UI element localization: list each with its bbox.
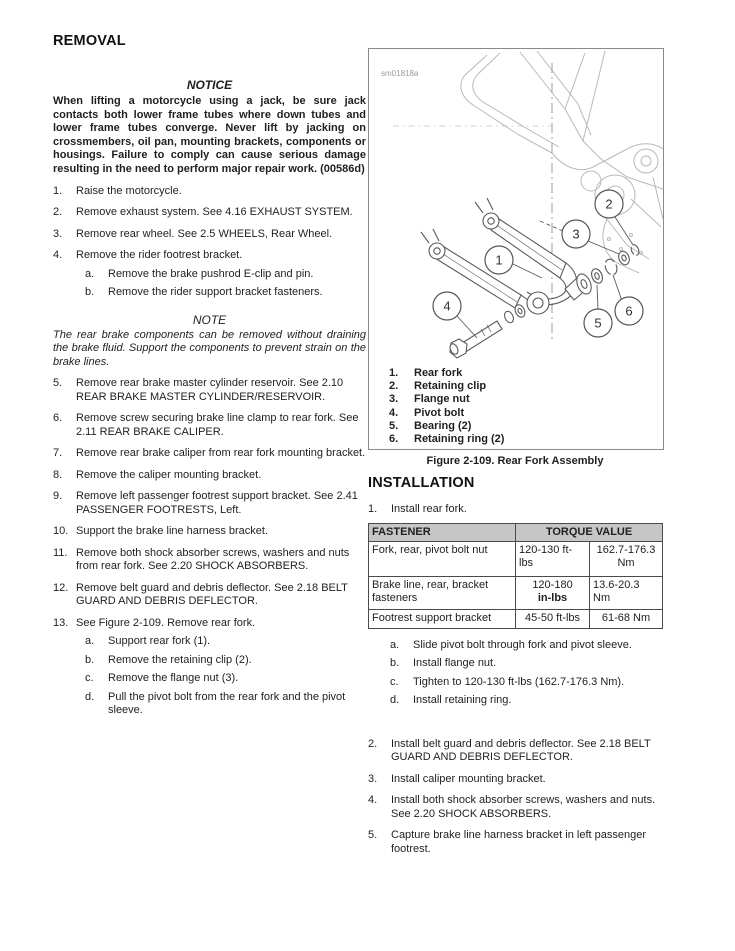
step-number: 10. bbox=[53, 525, 69, 538]
rear-fork-assembly-drawing bbox=[369, 49, 663, 367]
step-number: 2. bbox=[368, 737, 378, 750]
callout-1: 1 bbox=[495, 252, 503, 268]
step-text: Remove rear wheel. See 2.5 WHEELS, Rear Wheel. bbox=[76, 227, 333, 240]
step-number: 4. bbox=[368, 794, 378, 806]
step-number: 13. bbox=[53, 616, 69, 629]
removal-step-4a bbox=[85, 268, 366, 282]
step-text: Install belt guard and debris deflector. See 2.18 BELT GUARD AND DEBRIS DEFLECTOR. bbox=[391, 737, 651, 763]
legend-item-6 bbox=[389, 433, 649, 446]
substep-letter: a. bbox=[85, 267, 95, 280]
step-text: Raise the motorcycle. bbox=[76, 184, 182, 197]
substep-text: Pull the pivot bolt from the rear fork and the pivot sleeve. bbox=[108, 690, 346, 717]
installation-step-1a bbox=[390, 639, 664, 653]
substep-letter: b. bbox=[390, 657, 400, 669]
step-text: Install caliper mounting bracket. bbox=[391, 772, 546, 785]
substep-letter: c. bbox=[390, 675, 399, 688]
step-number: 12. bbox=[53, 581, 69, 594]
step-number: 8. bbox=[53, 468, 63, 481]
substep-text: Slide pivot bolt through fork and pivot sleeve. bbox=[413, 638, 632, 651]
legend-number: 3. bbox=[389, 393, 399, 406]
table-row bbox=[369, 609, 663, 628]
installation-title: INSTALLATION bbox=[368, 475, 475, 491]
removal-step-1 bbox=[53, 185, 366, 199]
substep-text: Support rear fork (1). bbox=[108, 635, 211, 648]
legend-number: 2. bbox=[389, 380, 399, 393]
removal-step-13b bbox=[85, 654, 366, 668]
legend-number: 1. bbox=[389, 367, 399, 379]
installation-step-3 bbox=[368, 773, 664, 787]
torque-us-cell: 45-50 ft-lbs bbox=[516, 609, 590, 628]
step-text: Install both shock absorber screws, washers and nuts. See 2.20 SHOCK ABSORBERS. bbox=[391, 794, 656, 820]
removal-step-9 bbox=[53, 490, 366, 517]
removal-step-10 bbox=[53, 525, 366, 539]
note-text: The rear brake components can be removed without draining the brake fluid. Support the components to prevent strain on the brake lines. bbox=[53, 328, 366, 368]
removal-title: REMOVAL bbox=[53, 33, 126, 49]
header-torque-value: TORQUE VALUE bbox=[516, 523, 663, 541]
substep-text: Tighten to 120-130 ft-lbs (162.7-176.3 Nm). bbox=[413, 675, 625, 688]
step-text: Remove belt guard and debris deflector. See 2.18 BELT GUARD AND DEBRIS DEFLECTOR. bbox=[76, 581, 348, 608]
step-number: 5. bbox=[368, 829, 378, 841]
notice-text: When lifting a motorcycle using a jack, be sure jack contacts both lower frame tubes where down tubes and lower frame tubes converge. Never lift by jacking on crossmembers, oil pan, mounting brackets, components or housings. Failure to comply can cause serious damage resulting in the need to perform major repair work. (00586d) bbox=[53, 95, 366, 175]
substep-text: Remove the rider support bracket fasteners. bbox=[108, 286, 323, 299]
step-text: Remove the caliper mounting bracket. bbox=[76, 468, 262, 481]
substep-text: Remove the retaining clip (2). bbox=[108, 653, 252, 666]
step-number: 6. bbox=[53, 412, 63, 425]
legend-label: Rear fork bbox=[414, 367, 463, 379]
installation-step-2 bbox=[368, 738, 664, 765]
substep-text: Install flange nut. bbox=[413, 657, 497, 669]
step-number: 5. bbox=[53, 377, 63, 390]
substep-text: Install retaining ring. bbox=[413, 694, 512, 706]
torque-us-cell: 120-130 ft-lbs bbox=[516, 541, 590, 576]
removal-step-13a bbox=[85, 635, 366, 649]
substep-letter: b. bbox=[85, 286, 95, 299]
callout-5: 5 bbox=[594, 315, 602, 331]
step-text: Remove rear brake master cylinder reservoir. See 2.10 REAR BRAKE MASTER CYLINDER/RESERVOIR. bbox=[76, 377, 344, 403]
step-text: Remove left passenger footrest support bracket. See 2.41 PASSENGER FOOTRESTS, Left. bbox=[76, 490, 358, 516]
step-number: 3. bbox=[53, 227, 63, 240]
frame-background-sketch bbox=[461, 51, 663, 273]
table-row bbox=[369, 576, 663, 609]
removal-step-13d bbox=[85, 691, 366, 718]
callout-3: 3 bbox=[572, 226, 580, 242]
installation-step-4 bbox=[368, 794, 664, 821]
step-text: Remove screw securing brake line clamp to rear fork. See 2.11 REAR BRAKE CALIPER. bbox=[76, 412, 359, 438]
figure-legend bbox=[389, 367, 649, 446]
substep-letter: a. bbox=[85, 635, 95, 648]
callout-4: 4 bbox=[443, 298, 451, 314]
legend-item-1 bbox=[389, 367, 649, 380]
step-text: Capture brake line harness bracket in left passenger footrest. bbox=[391, 829, 646, 855]
step-text: Remove the rider footrest bracket. bbox=[76, 249, 243, 262]
removal-step-11 bbox=[53, 547, 366, 574]
notice-heading: NOTICE bbox=[186, 78, 233, 92]
step-number: 9. bbox=[53, 490, 63, 503]
legend-item-4 bbox=[389, 407, 649, 420]
substep-letter: b. bbox=[85, 653, 95, 666]
legend-item-5 bbox=[389, 420, 649, 433]
substep-letter: d. bbox=[390, 694, 400, 706]
removal-step-12 bbox=[53, 582, 366, 609]
step-number: 1. bbox=[368, 503, 378, 515]
legend-label: Bearing (2) bbox=[414, 419, 472, 432]
step-number: 1. bbox=[53, 184, 63, 197]
substep-text: Remove the brake pushrod E-clip and pin. bbox=[108, 267, 314, 280]
legend-label: Retaining ring (2) bbox=[414, 433, 505, 446]
substep-letter: d. bbox=[85, 690, 95, 703]
removal-step-4b bbox=[85, 286, 366, 300]
figure-id-label: sm01818a bbox=[381, 69, 419, 78]
substep-letter: c. bbox=[85, 672, 94, 685]
step-text: Remove exhaust system. See 4.16 EXHAUST SYSTEM. bbox=[76, 206, 353, 219]
installation-step-5 bbox=[368, 829, 664, 856]
callout-6: 6 bbox=[625, 303, 633, 319]
step-number: 2. bbox=[53, 206, 63, 219]
step-text: Support the brake line harness bracket. bbox=[76, 525, 269, 538]
removal-step-6 bbox=[53, 412, 366, 439]
torque-metric-cell: 13.6-20.3 Nm bbox=[590, 576, 663, 609]
legend-number: 5. bbox=[389, 419, 399, 432]
substep-text: Remove the flange nut (3). bbox=[108, 672, 239, 685]
removal-step-3 bbox=[53, 228, 366, 242]
step-text: Remove rear brake caliper from rear fork mounting bracket. bbox=[76, 447, 366, 460]
removal-step-2 bbox=[53, 206, 366, 220]
fastener-cell: Fork, rear, pivot bolt nut bbox=[369, 541, 516, 576]
step-text: Install rear fork. bbox=[391, 503, 467, 515]
removal-step-13 bbox=[53, 617, 366, 631]
installation-step-1b bbox=[390, 657, 664, 671]
step-number: 3. bbox=[368, 772, 378, 785]
removal-step-8 bbox=[53, 469, 366, 483]
legend-number: 4. bbox=[389, 406, 399, 419]
figure-caption: Figure 2-109. Rear Fork Assembly bbox=[426, 455, 604, 467]
removal-step-13c bbox=[85, 672, 366, 686]
installation-step-1c bbox=[390, 676, 664, 690]
removal-step-4 bbox=[53, 249, 366, 263]
substep-letter: a. bbox=[390, 638, 400, 651]
table-row bbox=[369, 541, 663, 576]
fastener-cell: Footrest support bracket bbox=[369, 609, 516, 628]
installation-step-1 bbox=[368, 503, 664, 517]
bearing-and-ring-parts bbox=[590, 244, 641, 285]
fastener-cell: Brake line, rear, bracket fasteners bbox=[369, 576, 516, 609]
legend-label: Retaining clip bbox=[414, 380, 487, 393]
torque-us-value: 120-180 bbox=[532, 578, 573, 591]
legend-label: Pivot bolt bbox=[414, 406, 465, 419]
torque-table bbox=[368, 523, 663, 629]
torque-table-header-row bbox=[369, 523, 663, 541]
legend-label: Flange nut bbox=[414, 393, 470, 406]
legend-item-3 bbox=[389, 393, 649, 406]
installation-step-1d bbox=[390, 694, 664, 708]
legend-number: 6. bbox=[389, 433, 399, 446]
removal-step-7 bbox=[53, 447, 366, 461]
step-number: 7. bbox=[53, 447, 63, 460]
step-text: Remove both shock absorber screws, washers and nuts from rear fork. See 2.20 SHOCK ABSORBERS. bbox=[76, 546, 350, 573]
torque-metric-cell: 61-68 Nm bbox=[590, 609, 663, 628]
torque-us-cell bbox=[516, 576, 590, 609]
callout-2: 2 bbox=[605, 196, 613, 212]
note-heading: NOTE bbox=[192, 312, 227, 327]
torque-us-unit: in-lbs bbox=[537, 591, 568, 604]
installation-section bbox=[368, 48, 664, 856]
step-number: 4. bbox=[53, 249, 63, 262]
step-text: See Figure 2-109. Remove rear fork. bbox=[76, 616, 256, 629]
removal-step-5 bbox=[53, 377, 366, 404]
step-number: 11. bbox=[53, 546, 68, 559]
removal-section bbox=[53, 33, 366, 718]
legend-item-2 bbox=[389, 380, 649, 393]
torque-metric-cell: 162.7-176.3 Nm bbox=[590, 541, 663, 576]
figure-2-109 bbox=[368, 48, 664, 450]
header-fastener: FASTENER bbox=[369, 523, 516, 541]
